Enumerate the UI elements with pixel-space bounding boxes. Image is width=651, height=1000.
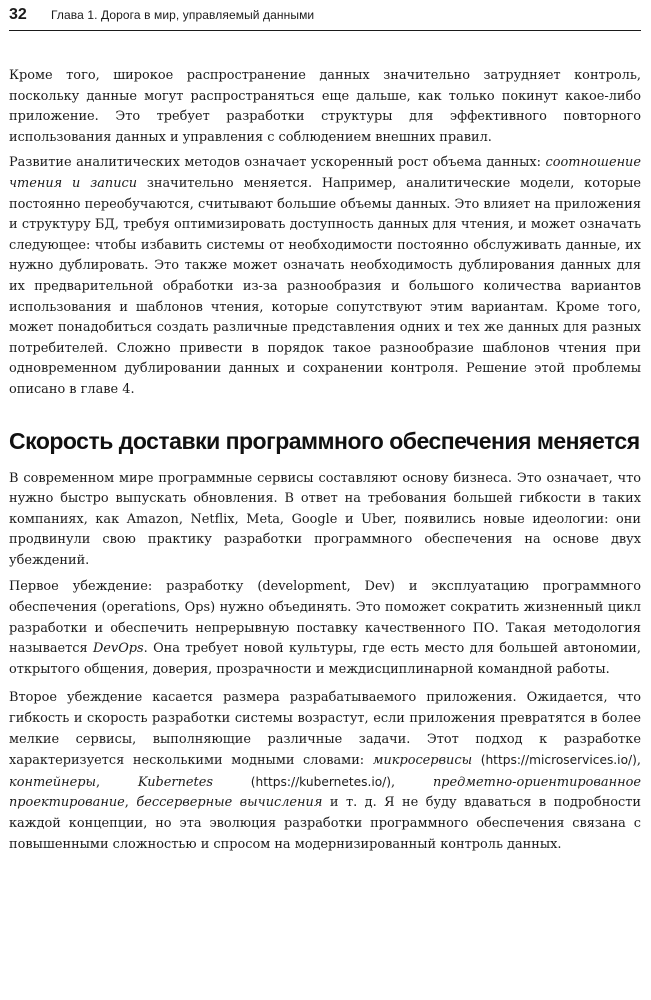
- paragraph-4-text-b: . Она требует новой культуры, где есть место для большей автономии, открытого общения, доверия, прозрачности и междисциплинарной командной работы.: [9, 641, 641, 677]
- body-text: [9, 66, 641, 863]
- paragraph-4: [9, 577, 641, 680]
- link-microservices[interactable]: (https://microservices.io/): [480, 753, 637, 768]
- paragraph-4-text-a: Первое убеждение: разработку (development, Dev) и эксплуатацию программного обеспечения (operations, Ops) нужно объединять. Это поможет сократить жизненный цикл разработки и обеспечить непрерывную поставку качественного ПО. Такая методология называется: [9, 579, 641, 657]
- paragraph-2-text-b: значительно меняется. Например, аналитические модели, которые постоянно переобучаются, считывают большие объемы данных. Это влияет на приложения и структуру БД, требуя оптимизировать доступность данных для чтения, и может означать следующее: чтобы избавить системы от необходимости постоянно обслуживать данные, их нужно дублировать. Это также может означать необходимость дублирования данных для их предварительной обработки из-за разнообразия и большого количества вариантов использования и шаблонов чтения, которые сопутствуют этим вариантам. Кроме того, может понадобиться создать различные представления одних и тех же данных для разных потребителей. Сложно привести в порядок такое разнообразие шаблонов чтения при одновременном дублировании данных и сохранении контроля. Решение этой проблемы описано в главе 4.: [9, 175, 641, 397]
- paragraph-1: Кроме того, широкое распространение данных значительно затрудняет контроль, поскольку данные могут распространяться еще дальше, как только покинут какое-либо приложение. Это требует разработки структуры для эффективного повторного использования данных и управления с соблюдением внешних правил.: [9, 68, 641, 145]
- emphasis-devops: DevOps: [92, 641, 144, 657]
- emphasis-kubernetes: Kubernetes: [137, 774, 213, 790]
- separator-1: ,: [636, 753, 641, 769]
- separator-3: ,: [391, 774, 433, 790]
- emphasis-serverless: бессерверные вычисления: [136, 795, 323, 811]
- section-heading: Скорость доставки программного обеспечения меняется: [9, 427, 640, 454]
- separator-2: ,: [95, 774, 138, 790]
- paragraph-5-text-a: Второе убеждение касается размера разрабатываемого приложения. Ожидается, что гибкость и скорость разработки системы возрастут, если приложения превратятся в более мелкие сервисы, выполняющие различные задачи. Этот подход к разработке характеризуется несколькими модными словами:: [9, 690, 641, 769]
- emphasis-containers: контейнеры: [9, 774, 96, 790]
- link-kubernetes[interactable]: (https://kubernetes.io/): [250, 774, 392, 789]
- paragraph-3: В современном мире программные сервисы составляют основу бизнеса. Это означает, что нужно быстро выпускать обновления. В ответ на требования большей гибкости в таких компаниях, как Amazon, Netflix, Meta, Google и Uber, появились новые идеологии: они продвинули свою практику разработки программного обеспечения на основе двух убеждений.: [9, 470, 641, 568]
- running-header: [9, 0, 641, 31]
- page-number: 32: [9, 6, 27, 23]
- paragraph-2-text-a: Развитие аналитических методов означает ускоренный рост объема данных:: [9, 155, 546, 171]
- paragraph-5: [9, 688, 641, 855]
- emphasis-read-write-ratio: соотношение чтения и записи: [9, 155, 641, 191]
- emphasis-ddd: предметно-ориентированное проектирование: [9, 774, 641, 811]
- emphasis-microservices: микросервисы: [372, 753, 473, 769]
- paragraph-2: [9, 153, 641, 400]
- separator-4: ,: [124, 795, 137, 811]
- chapter-title: Глава 1. Дорога в мир, управляемый данными: [51, 8, 315, 22]
- paragraph-5-text-b: и т. д. Я не буду вдаваться в подробности каждой концепции, но эта эволюция разработки программного обеспечения связана с повышенными сложностью и спросом на модернизированный контроль данных.: [9, 795, 641, 852]
